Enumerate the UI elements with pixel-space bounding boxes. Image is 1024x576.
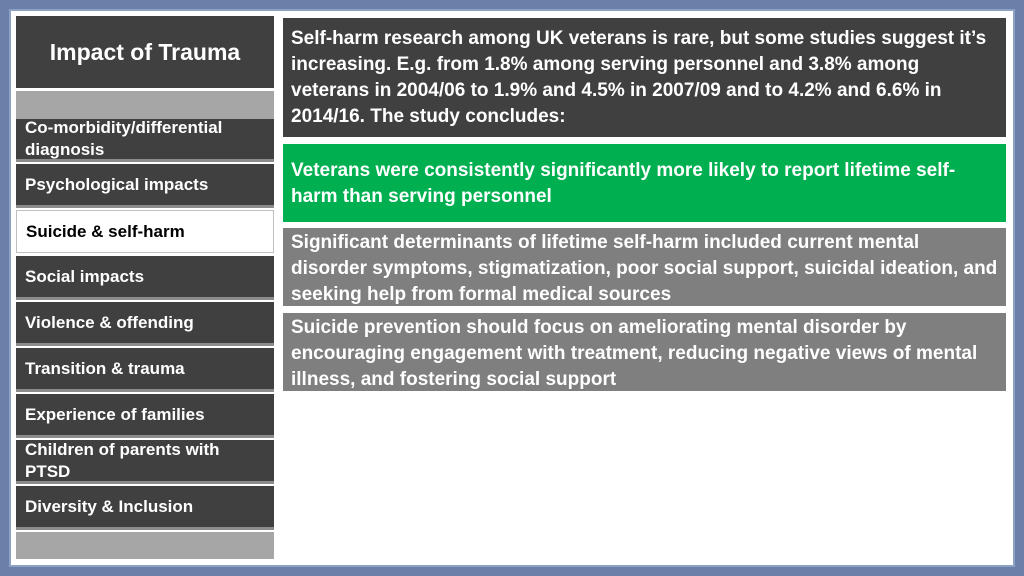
sidebar-item-experience-of-families[interactable]: Experience of families — [16, 394, 274, 438]
sidebar-item-social-impacts[interactable]: Social impacts — [16, 256, 274, 300]
sidebar-item-children-of-parents[interactable]: Children of parents with PTSD — [16, 440, 274, 484]
sidebar-item-suicide-self-harm[interactable]: Suicide & self-harm — [16, 210, 274, 253]
sidebar-item-psychological-impacts[interactable]: Psychological impacts — [16, 164, 274, 208]
key-finding: Veterans were consistently significantly more likely to report lifetime self-harm than serving personnel — [283, 144, 1006, 222]
determinants-text: Significant determinants of lifetime self-harm included current mental disorder symptoms, stigmatization, poor social support, suicidal ideation, and seeking help from formal medical sources — [283, 228, 1006, 306]
sidebar-item-violence-offending[interactable]: Violence & offending — [16, 302, 274, 346]
intro-text: Self-harm research among UK veterans is rare, but some studies suggest it’s increasing. E.g. from 1.8% among serving personnel and 3.8% among veterans in 2004/06 to 1.9% and 4.5% in 2007/09 and to 4.2% and 6.6% in 2014/16. The study concludes: — [283, 18, 1006, 137]
sidebar-spacer-top — [16, 91, 274, 119]
sidebar-spacer-bottom — [16, 532, 274, 559]
sidebar — [16, 16, 274, 559]
prevention-text: Suicide prevention should focus on ameliorating mental disorder by encouraging engagement with treatment, reducing negative views of mental illness, and fostering social support — [283, 313, 1006, 391]
sidebar-title: Impact of Trauma — [16, 16, 274, 88]
sidebar-item-comorbidity[interactable]: Co-morbidity/differential diagnosis — [16, 119, 274, 162]
sidebar-item-transition-trauma[interactable]: Transition & trauma — [16, 348, 274, 392]
sidebar-item-diversity-inclusion[interactable]: Diversity & Inclusion — [16, 486, 274, 530]
